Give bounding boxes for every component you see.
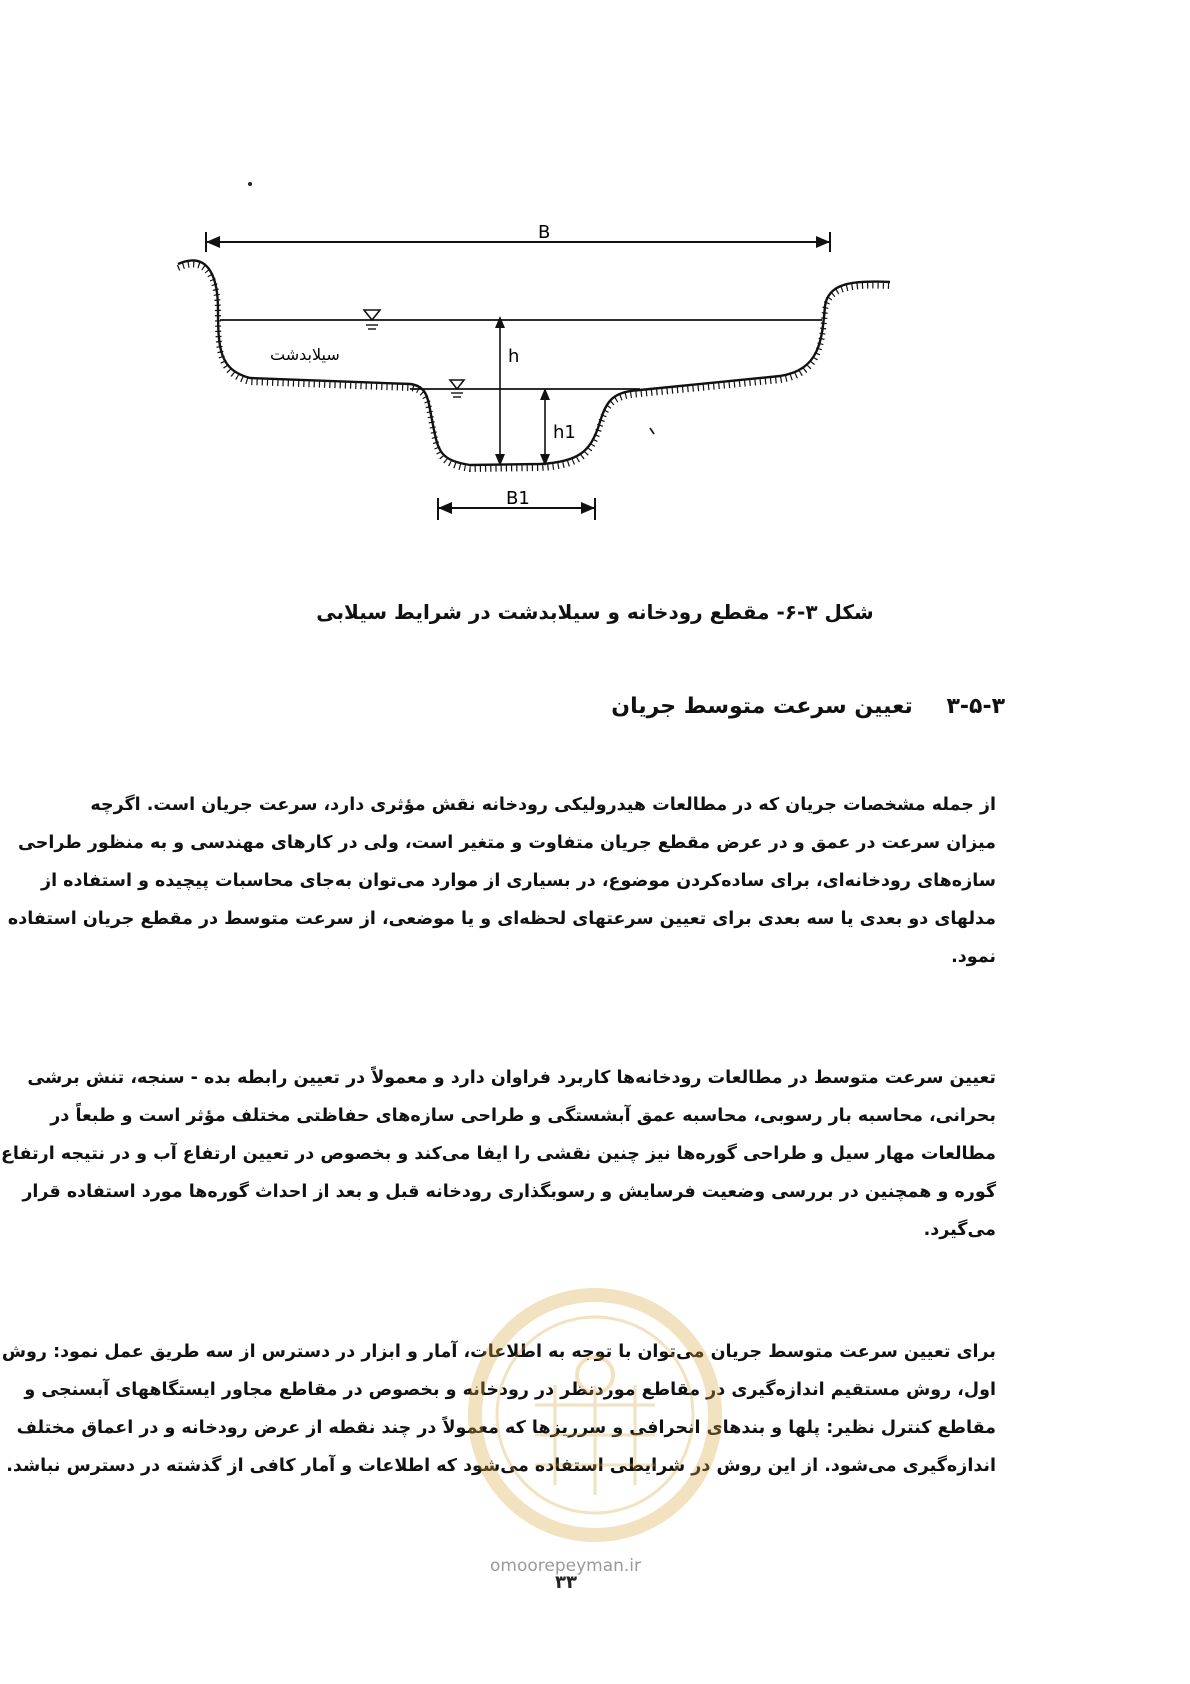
watermark-text: omoorepeyman.ir: [490, 1556, 642, 1576]
paragraph-line: بحرانی، محاسبه بار رسوبی، محاسبه عمق آبشستگی و طراحی سازه‌های حفاظتی مختلف مؤثر است و طبعاً در: [50, 1106, 996, 1126]
paragraph-2: [0, 1059, 996, 1249]
bed-hatching: [178, 264, 890, 469]
paragraph-line: اول، روش مستقیم اندازه‌گیری در مقاطع موردنظر در رودخانه و بخصوص در مقاطع مجاور ایستگاههای آبسنجی و: [24, 1380, 996, 1400]
label-b: B: [538, 222, 551, 243]
paragraph-line: اندازه‌گیری می‌شود. از این روش در شرایطی استفاده می‌شود که اطلاعات و آمار کافی از گذشته در دسترس نباشد.: [6, 1456, 996, 1476]
paragraph-line: سازه‌های رودخانه‌ای، برای ساده‌کردن موضوع، در بسیاری از موارد می‌توان به‌جای محاسبات پیچیده و استفاده از: [41, 871, 996, 891]
page-number: ۳۳: [555, 1572, 577, 1593]
label-h1: h1: [553, 422, 576, 443]
cross-section-diagram: [170, 180, 990, 580]
channel-water-symbol: [450, 380, 464, 389]
paragraph-line: مقاطع کنترل نظیر: پلها و بندهای انحرافی و سرریزها که معمولاً در چند نقطه از عرض رودخانه و در اعماق مختلف: [16, 1418, 996, 1438]
paragraph-line: نمود.: [951, 947, 996, 967]
paragraph-1: [7, 786, 996, 976]
paragraph-line: تعیین سرعت متوسط در مطالعات رودخانه‌ها کاربرد فراوان دارد و معمولاً در تعیین رابطه بده - سنجه، تنش برشی: [27, 1068, 996, 1088]
water-level-symbol: [364, 310, 380, 320]
section-heading: [611, 694, 1005, 719]
watermark-seal: [465, 1285, 725, 1545]
paragraph-line: از جمله مشخصات جریان که در مطالعات هیدرولیکی رودخانه نقش مؤثری دارد، سرعت جریان است. اگرچه: [90, 795, 996, 815]
paragraph-line: برای تعیین سرعت متوسط جریان می‌توان با توجه به اطلاعات، آمار و ابزار در دسترس از سه طریق عمل نمود: روش: [1, 1342, 996, 1362]
stray-mark: [248, 182, 252, 186]
paragraph-line: مدلهای دو بعدی یا سه بعدی برای تعیین سرعتهای لحظه‌ای و یا موضعی، از سرعت متوسط در مقطع جریان استفاده: [7, 909, 996, 929]
section-number: ۳-۵-۳: [946, 694, 1005, 719]
paragraph-line: گوره و همچنین در بررسی وضعیت فرسایش و رسوبگذاری رودخانه قبل و بعد از احداث گوره‌ها مورد استفاده قرار: [22, 1182, 996, 1202]
paragraph-line: مطالعات مهار سیل و طراحی گوره‌ها نیز چنین نقشی را ایفا می‌کند و بخصوص در تعیین ارتفاع آب و در نتیجه ارتفاع: [0, 1144, 996, 1164]
label-h: h: [508, 346, 520, 367]
section-title: تعیین سرعت متوسط جریان: [611, 694, 913, 719]
figure-caption: شکل ۳-۶- مقطع رودخانه و سیلابدشت در شرایط سیلابی: [316, 600, 874, 624]
paragraph-line: می‌گیرد.: [923, 1220, 996, 1240]
label-floodplain: سیلابدشت: [270, 345, 340, 364]
paragraph-line: میزان سرعت در عمق و در عرض مقطع جریان متفاوت و متغیر است، ولی در کارهای مهندسی و به منظور طراحی: [18, 833, 996, 853]
label-b1: B1: [506, 488, 530, 509]
river-cross-section-figure: [170, 180, 990, 580]
